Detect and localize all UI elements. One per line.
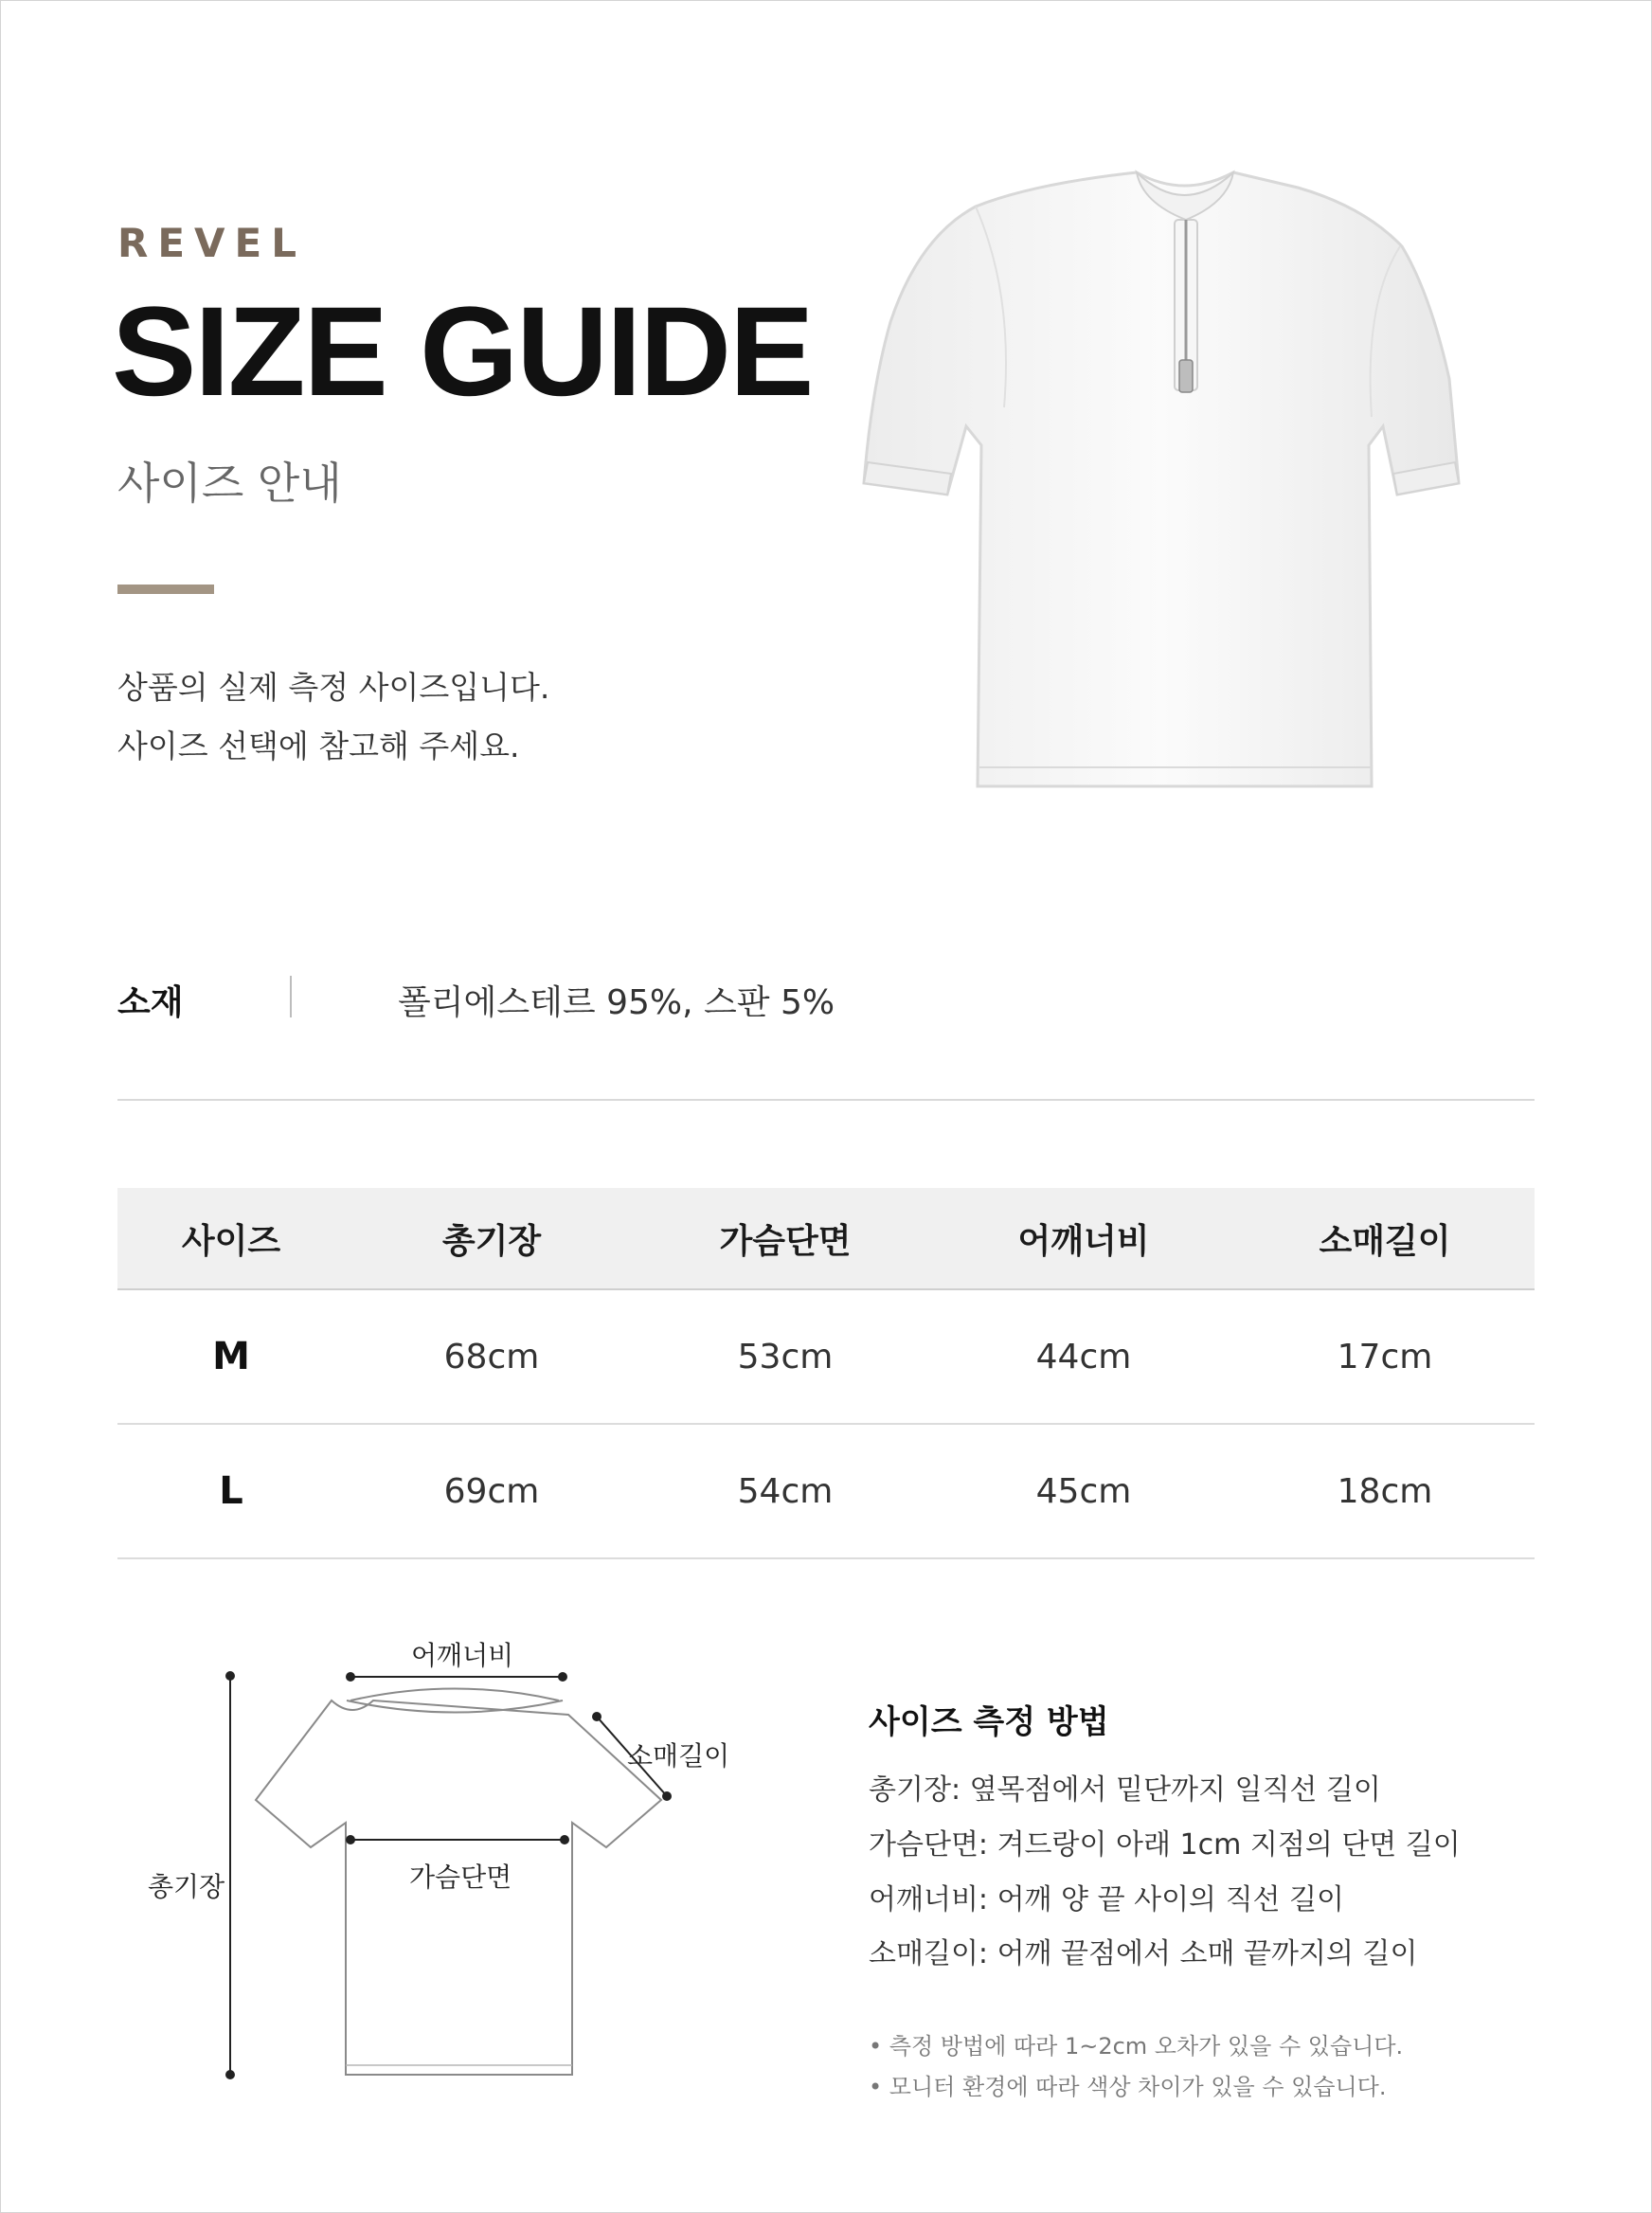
header-total-length: 총기장 — [441, 1221, 542, 1261]
method-item-shoulder: 어깨너비: 어깨 양 끝 사이의 직선 길이 — [869, 1883, 1345, 1916]
brand-name: REVEL — [117, 220, 306, 266]
note-measurement-error: • 측정 방법에 따라 1~2cm 오차가 있을 수 있습니다. — [869, 2033, 1404, 2060]
header-shoulder-width: 어깨너비 — [1017, 1221, 1150, 1261]
method-title: 사이즈 측정 방법 — [869, 1703, 1109, 1741]
diagram-label-chest: 가슴단면 — [409, 1862, 512, 1893]
table-cell: 54cm — [737, 1471, 834, 1511]
method-item-sleeve: 소매길이: 어깨 끝점에서 소매 끝까지의 길이 — [869, 1937, 1418, 1970]
description-line-2: 사이즈 선택에 참고해 주세요. — [117, 728, 520, 765]
table-cell: 44cm — [1035, 1337, 1132, 1376]
header-size: 사이즈 — [181, 1221, 281, 1261]
table-cell: 69cm — [443, 1471, 540, 1511]
accent-bar — [117, 585, 214, 594]
product-shirt-image — [853, 161, 1516, 805]
diagram-label-length: 총기장 — [148, 1871, 225, 1902]
table-cell: 45cm — [1035, 1471, 1132, 1511]
table-cell: 18cm — [1337, 1471, 1433, 1511]
page-title: SIZE GUIDE — [112, 281, 813, 423]
table-cell: 53cm — [737, 1337, 834, 1376]
diagram-label-shoulder: 어깨너비 — [411, 1640, 514, 1671]
material-value: 폴리에스테르 95%, 스판 5% — [398, 983, 835, 1022]
diagram-label-sleeve: 소매길이 — [627, 1740, 730, 1772]
material-divider — [290, 976, 292, 1017]
method-item-length: 총기장: 옆목점에서 밑단까지 일직선 길이 — [869, 1773, 1381, 1807]
header-chest-width: 가슴단면 — [719, 1221, 852, 1261]
note-monitor-color: • 모니터 환경에 따라 색상 차이가 있을 수 있습니다. — [869, 2074, 1387, 2100]
size-table-header — [117, 1188, 1535, 1290]
description-line-1: 상품의 실제 측정 사이즈입니다. — [117, 669, 550, 706]
table-row — [117, 1425, 1535, 1559]
method-item-chest: 가슴단면: 겨드랑이 아래 1cm 지점의 단면 길이 — [869, 1828, 1461, 1862]
size-table — [117, 1188, 1535, 1559]
size-cell: M — [212, 1335, 250, 1378]
table-cell: 17cm — [1337, 1337, 1433, 1376]
table-row — [117, 1290, 1535, 1425]
page-subtitle: 사이즈 안내 — [117, 458, 342, 509]
section-divider — [117, 1099, 1535, 1101]
material-label: 소재 — [117, 983, 184, 1022]
table-cell: 68cm — [443, 1337, 540, 1376]
size-cell: L — [219, 1469, 243, 1513]
header-sleeve-length: 소매길이 — [1319, 1221, 1451, 1261]
measurement-diagram — [114, 1620, 682, 2094]
